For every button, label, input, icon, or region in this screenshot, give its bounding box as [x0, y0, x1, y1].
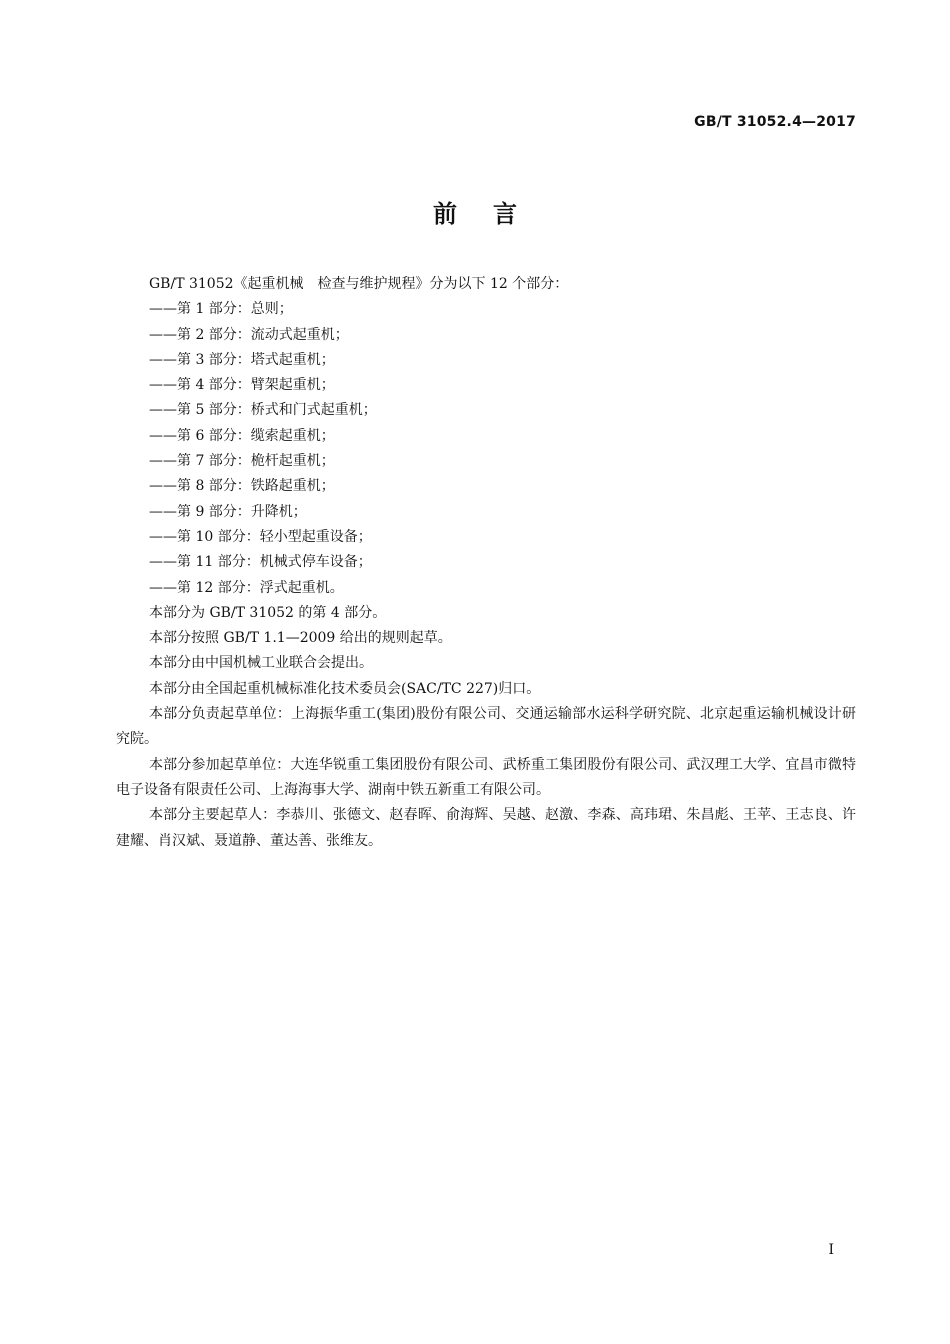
- page-title: 前言: [433, 200, 553, 228]
- list-item-part-2: ——第 2 部分：流动式起重机；: [149, 326, 349, 343]
- list-item-part-4: ——第 4 部分：臂架起重机；: [149, 377, 335, 394]
- paragraph-part-statement: 本部分为 GB/T 31052 的第 4 部分。: [149, 604, 387, 621]
- list-item-part-6: ——第 6 部分：缆索起重机；: [149, 427, 335, 444]
- paragraph-main-drafters: 本部分主要起草人：李恭川、张德文、赵春晖、俞海辉、吴越、赵激、李森、高玮珺、朱昌彪、王苹、王志良、许建耀、肖汉斌、聂道静、董达善、张维友。: [116, 807, 856, 849]
- foreword-body: [116, 272, 856, 854]
- paragraph-proposer: 本部分由中国机械工业联合会提出。: [149, 655, 373, 672]
- list-item-part-8: ——第 8 部分：铁路起重机；: [149, 478, 335, 495]
- paragraph-drafting-rules: 本部分按照 GB/T 1.1—2009 给出的规则起草。: [149, 630, 452, 647]
- list-item-part-12: ——第 12 部分：浮式起重机。: [149, 579, 344, 596]
- paragraph-intro: GB/T 31052《起重机械 检查与维护规程》分为以下 12 个部分：: [149, 276, 569, 292]
- paragraph-participating-drafters: 本部分参加起草单位：大连华锐重工集团股份有限公司、武桥重工集团股份有限公司、武汉理工大学、宜昌市微特电子设备有限责任公司、上海海事大学、湖南中铁五新重工有限公司。: [116, 756, 856, 798]
- list-item-part-5: ——第 5 部分：桥式和门式起重机；: [149, 402, 377, 419]
- paragraph-centralized-by: 本部分由全国起重机械标准化技术委员会(SAC/TC 227)归口。: [149, 680, 541, 697]
- paragraph-lead-drafters: 本部分负责起草单位：上海振华重工(集团)股份有限公司、交通运输部水运科学研究院、北京起重运输机械设计研究院。: [116, 706, 856, 748]
- list-item-part-10: ——第 10 部分：轻小型起重设备；: [149, 528, 372, 545]
- standard-number: GB/T 31052.4—2017: [694, 114, 856, 130]
- list-item-part-1: ——第 1 部分：总则；: [149, 301, 293, 318]
- list-item-part-9: ——第 9 部分：升降机；: [149, 503, 307, 520]
- page-number: I: [828, 1242, 834, 1258]
- list-item-part-11: ——第 11 部分：机械式停车设备；: [149, 554, 372, 571]
- list-item-part-7: ——第 7 部分：桅杆起重机；: [149, 453, 335, 470]
- list-item-part-3: ——第 3 部分：塔式起重机；: [149, 351, 335, 368]
